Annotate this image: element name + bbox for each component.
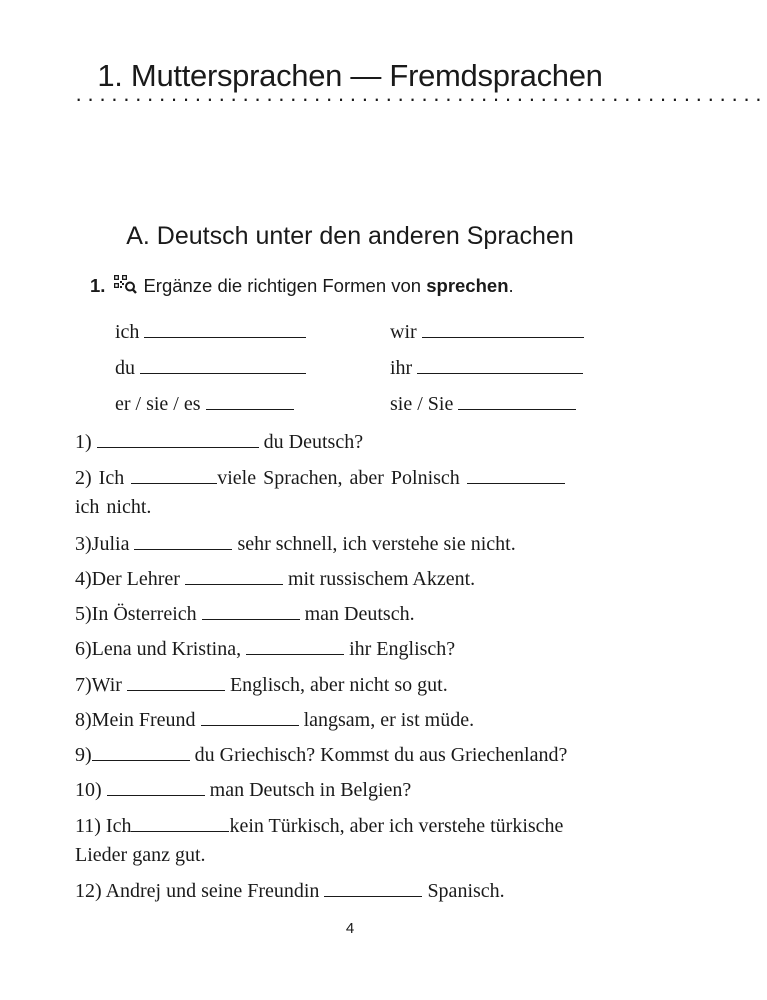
- blank-5[interactable]: [202, 602, 300, 620]
- sentence-6: [75, 635, 645, 664]
- blank-ich[interactable]: [144, 320, 306, 338]
- item-text: du Griechisch? Kommst du aus Griechenland?: [194, 744, 568, 766]
- blank-6[interactable]: [246, 637, 344, 655]
- item-text: Andrej und seine Freundin: [105, 880, 320, 902]
- item-text: Lena und Kristina,: [91, 638, 242, 660]
- sentence-4: [75, 565, 645, 594]
- item-text: Lieder ganz gut.: [75, 844, 206, 866]
- item-number: 12): [75, 880, 102, 902]
- blank-3[interactable]: [134, 532, 232, 550]
- item-text: ich nicht.: [75, 496, 152, 518]
- item-number: 10): [75, 779, 102, 801]
- instruction-verb: sprechen: [426, 275, 509, 296]
- conj-row-wir: [390, 320, 584, 344]
- item-text: Der Lehrer: [91, 568, 180, 590]
- blank-2a[interactable]: [131, 466, 217, 484]
- blank-10[interactable]: [107, 778, 205, 796]
- blank-12[interactable]: [324, 879, 422, 897]
- pronoun-du: du: [115, 357, 135, 379]
- blank-1[interactable]: [97, 430, 259, 448]
- item-number: 7): [75, 674, 92, 696]
- blank-4[interactable]: [185, 567, 283, 585]
- qr-search-icon: [113, 274, 137, 299]
- item-number: 11): [75, 815, 101, 837]
- item-number: 9): [75, 744, 92, 766]
- blank-sie-Sie[interactable]: [458, 392, 576, 410]
- sentence-3: [75, 530, 645, 559]
- sentence-8: [75, 706, 645, 735]
- item-text: Ich: [98, 467, 125, 489]
- sentence-7: [75, 671, 645, 700]
- item-text: Ich: [105, 815, 132, 837]
- item-number: 5): [75, 603, 92, 625]
- item-text: man Deutsch in Belgien?: [209, 779, 412, 801]
- sentence-2: [75, 464, 645, 522]
- instruction-period: .: [508, 275, 514, 296]
- item-number: 4): [75, 568, 92, 590]
- section-title: A. Deutsch unter den anderen Sprachen: [126, 222, 574, 250]
- item-text: In Österreich: [91, 603, 197, 625]
- pronoun-sie-Sie: sie / Sie: [390, 393, 454, 415]
- sentence-5: [75, 600, 645, 629]
- item-text: Englisch, aber nicht so gut.: [229, 674, 448, 696]
- sentence-9: [75, 741, 645, 770]
- pronoun-er-sie-es: er / sie / es: [115, 393, 201, 415]
- item-text: Julia: [91, 533, 130, 555]
- exercise-number: 1.: [90, 275, 106, 296]
- blank-2b[interactable]: [467, 466, 565, 484]
- page-number: 4: [345, 920, 355, 937]
- item-text: mit russischem Akzent.: [287, 568, 476, 590]
- conj-row-er-sie-es: [115, 392, 294, 416]
- sentence-12: [75, 877, 645, 906]
- dotted-divider: ··························································: [75, 86, 767, 111]
- item-number: 2): [75, 467, 92, 489]
- conj-row-ihr: [390, 356, 583, 380]
- blank-du[interactable]: [140, 356, 306, 374]
- item-text: Mein Freund: [91, 709, 196, 731]
- sentence-11: [75, 812, 645, 870]
- blank-ihr[interactable]: [417, 356, 583, 374]
- item-text: Wir: [91, 674, 122, 696]
- conj-row-du: [115, 356, 306, 380]
- item-text: Spanisch.: [427, 880, 505, 902]
- item-text: du Deutsch?: [263, 431, 364, 453]
- exercise-instruction: [90, 274, 514, 299]
- item-text: sehr schnell, ich verstehe sie nicht.: [237, 533, 516, 555]
- item-text: kein Türkisch, aber ich verstehe türkische: [229, 815, 564, 837]
- chapter-title: 1. Muttersprachen — Fremdsprachen: [97, 58, 603, 93]
- item-number: 6): [75, 638, 92, 660]
- blank-7[interactable]: [127, 673, 225, 691]
- item-number: 1): [75, 431, 92, 453]
- blank-11[interactable]: [131, 814, 229, 832]
- conj-row-ich: [115, 320, 306, 344]
- pronoun-ich: ich: [115, 321, 140, 343]
- sentence-10: [75, 776, 645, 805]
- item-text: viele Sprachen, aber Polnisch: [217, 467, 460, 489]
- blank-er-sie-es[interactable]: [206, 392, 294, 410]
- blank-8[interactable]: [201, 708, 299, 726]
- sentence-1: [75, 428, 645, 457]
- pronoun-wir: wir: [390, 321, 417, 343]
- pronoun-ihr: ihr: [390, 357, 413, 379]
- item-text: langsam, er ist müde.: [303, 709, 475, 731]
- item-text: man Deutsch.: [304, 603, 415, 625]
- item-text: ihr Englisch?: [349, 638, 456, 660]
- instruction-text: Ergänze die richtigen Formen von: [143, 275, 422, 296]
- item-number: 3): [75, 533, 92, 555]
- item-number: 8): [75, 709, 92, 731]
- blank-9[interactable]: [92, 743, 190, 761]
- conj-row-sie-Sie: [390, 392, 576, 416]
- blank-wir[interactable]: [422, 320, 584, 338]
